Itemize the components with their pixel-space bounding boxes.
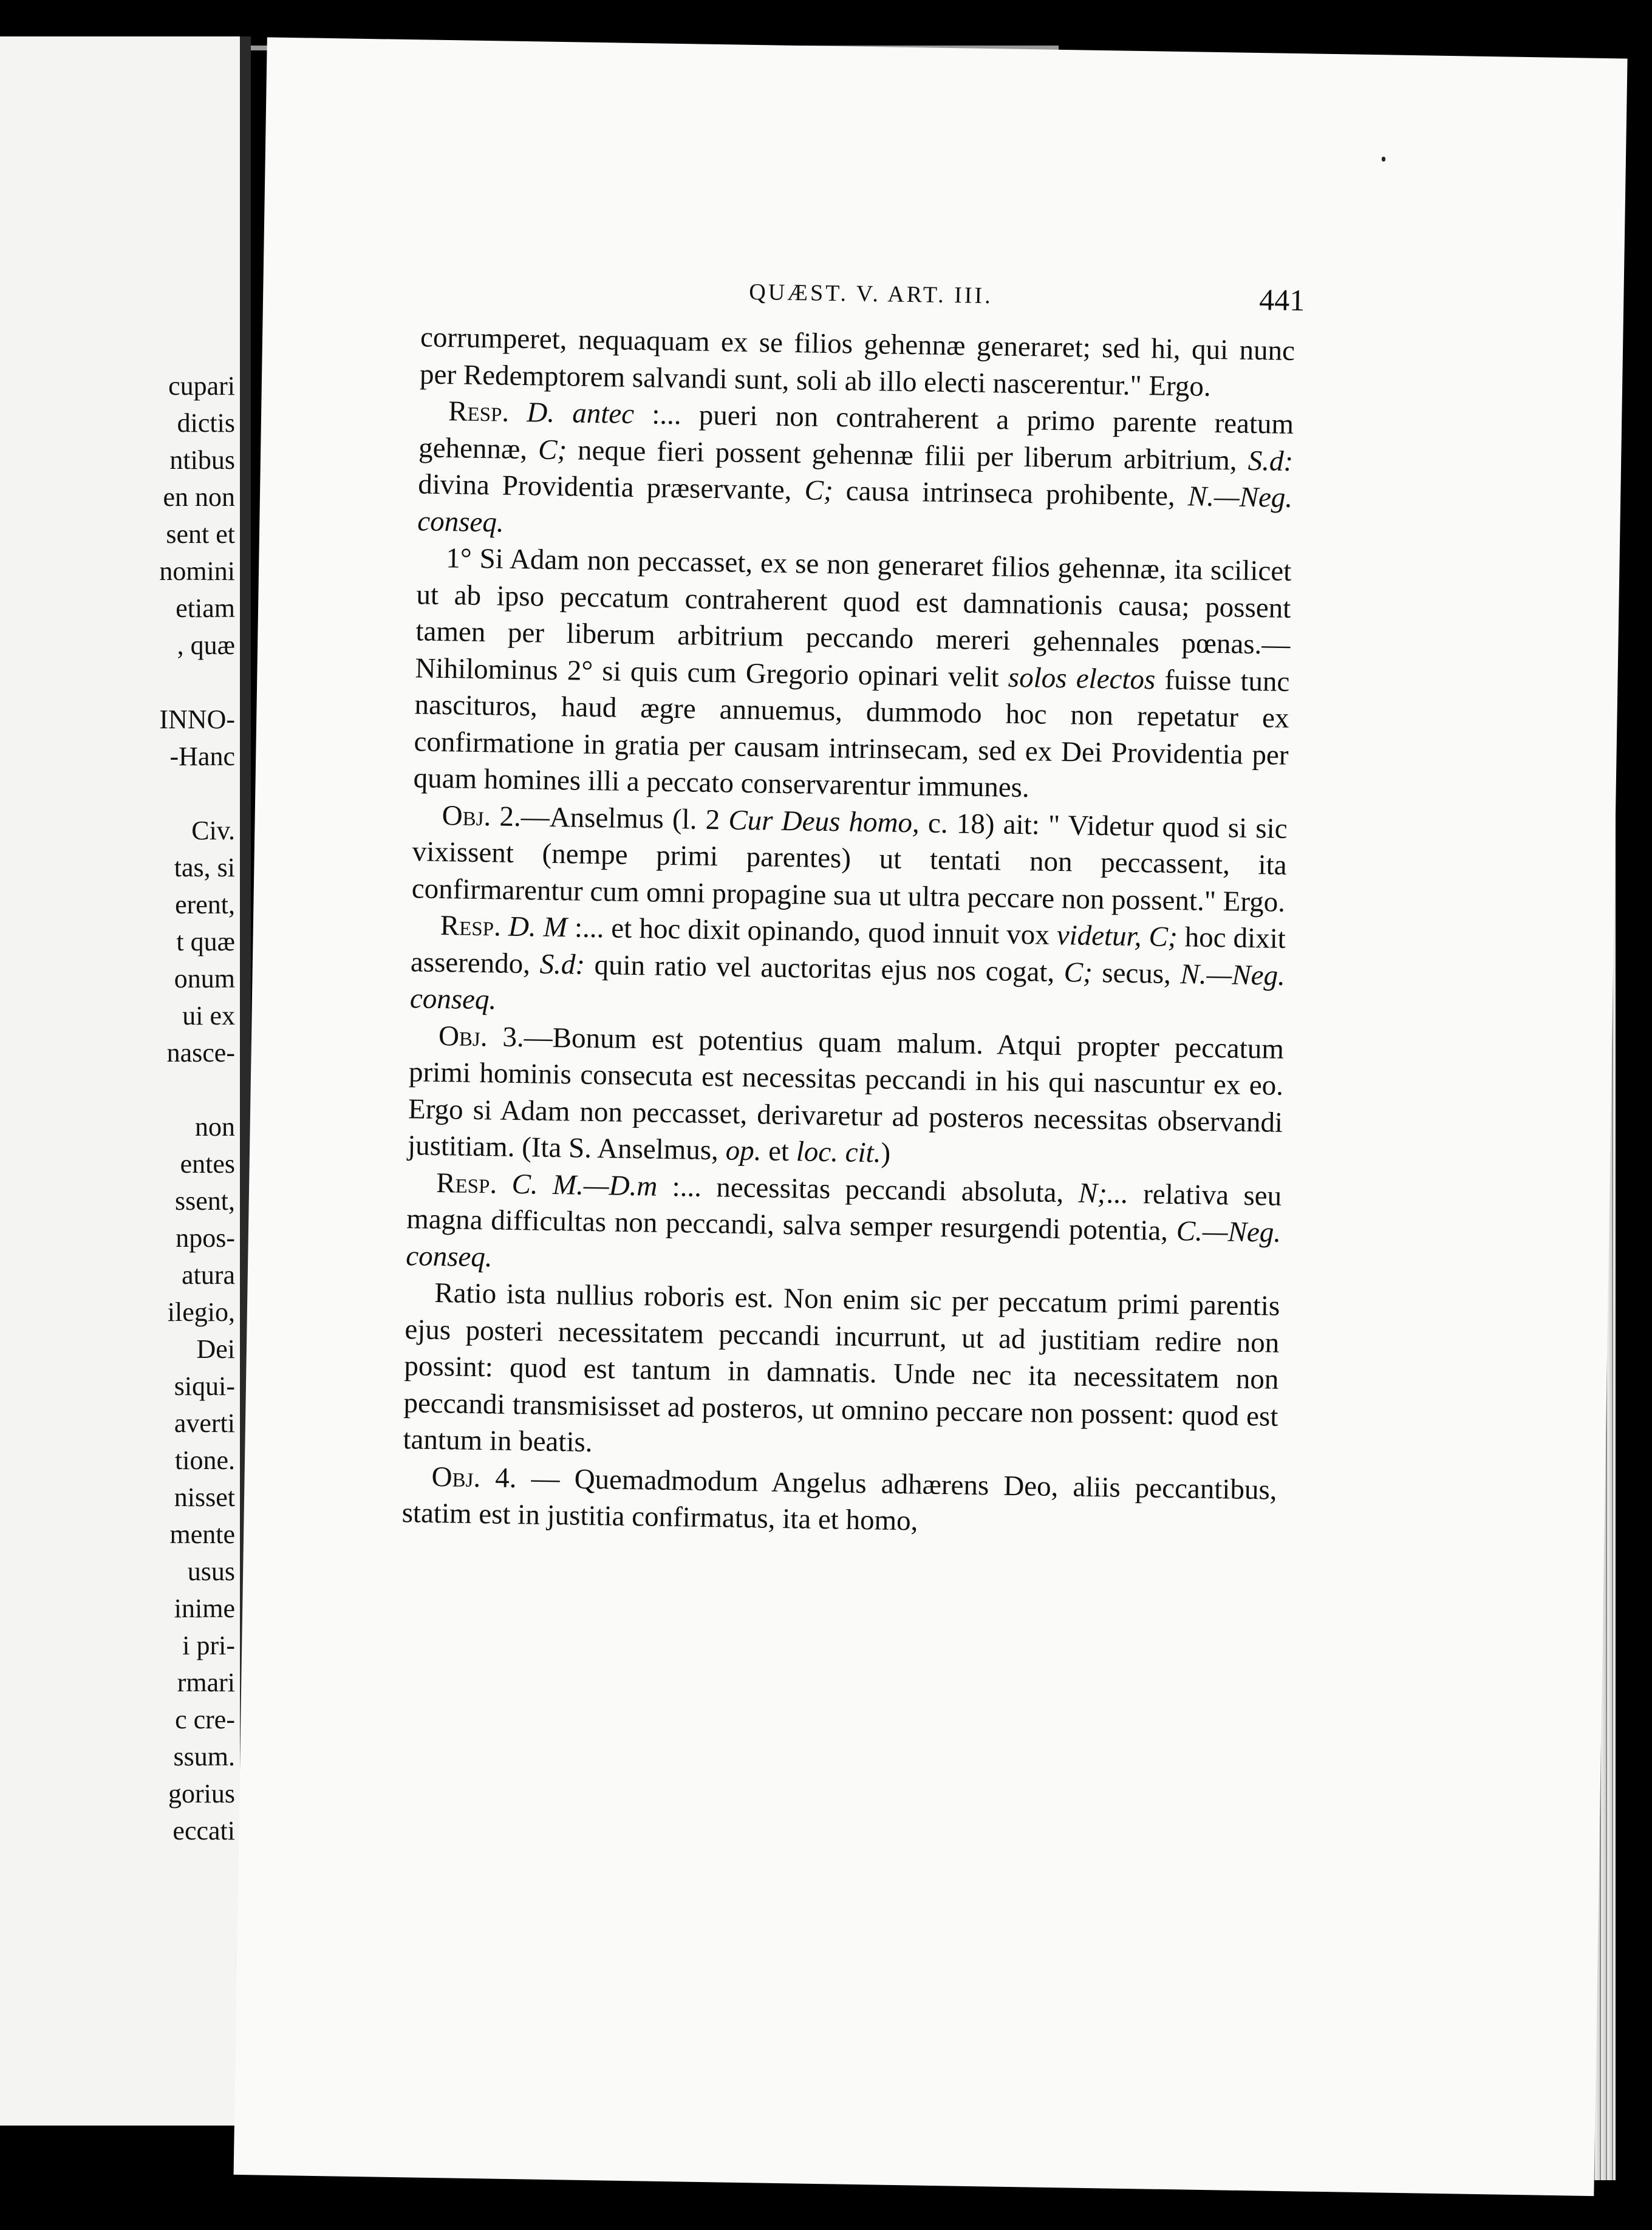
previous-page-line: npos- xyxy=(176,1223,235,1253)
previous-page-line: inime xyxy=(174,1594,235,1623)
previous-page-line: , quæ xyxy=(177,630,235,660)
previous-page-line: Civ. xyxy=(191,816,235,845)
previous-page-line: non xyxy=(195,1112,235,1142)
book-page xyxy=(234,37,1628,2196)
objection-paragraph: Obj. 4. — Quemadmodum Angelus adhærens Deo, aliis peccantibus, statim est in justitia confirmatus, ita et homo, xyxy=(401,1461,1277,1537)
previous-page-line: etiam xyxy=(176,593,235,623)
response-paragraph: Resp. C. M.—D.m :... necessitas peccandi absoluta, N;... relativa seu magna difficultas non peccandi, salva semper resurgendi potentia, C.—Neg. conseq. xyxy=(405,1167,1282,1273)
previous-page-line: erent, xyxy=(175,890,235,919)
previous-page-line: Dei xyxy=(196,1334,235,1364)
previous-page-line: ui ex xyxy=(182,1001,235,1031)
previous-page-line: cupari xyxy=(168,371,235,401)
previous-page-line: atura xyxy=(182,1260,235,1290)
previous-page-line: nomini xyxy=(159,556,235,586)
paragraph: corrumperet, nequaquam ex se filios gehennæ generaret; sed hi, qui nunc per Redemptorem salvandi sunt, soli ab illo electi nascerentur." Ergo. xyxy=(419,321,1295,403)
previous-page-line: eccati xyxy=(172,1816,235,1846)
previous-page-line: nisset xyxy=(174,1482,235,1512)
previous-page-line: ssent, xyxy=(175,1186,235,1216)
page-number: 441 xyxy=(1258,282,1305,318)
previous-page-line: sent et xyxy=(166,519,235,549)
paragraph: 1° Si Adam non peccasset, ex se non generaret filios gehennæ, ita scilicet ut ab ipso peccatum contraherent quod est damnationis causa; possent tamen per liberum arbitrium peccando mereri gehennales pœnas.—Nihilominus 2° si quis cum Gregorio opinari velit solos electos fuisse tunc nascituros, haud ægre annuemus, dummodo hoc non repetatur ex confirmatione in gratia per causam intrinsecam, sed ex Dei Providentia per quam homines illi a peccato conservarentur immunes. xyxy=(413,542,1292,804)
previous-page-text xyxy=(41,367,235,1849)
previous-page-line: tione. xyxy=(175,1445,235,1475)
previous-page-line: tas, si xyxy=(174,853,235,882)
previous-page-line xyxy=(41,1071,235,1108)
response-paragraph: Resp. D. M :... et hoc dixit opinando, quod innuit vox videtur, C; hoc dixit asserendo, S.d: quin ratio vel auctoritas ejus nos cogat, C; secus, N.—Neg. conseq. xyxy=(409,910,1286,1016)
previous-page-line: usus xyxy=(187,1557,235,1586)
response-paragraph: Resp. D. antec :... pueri non contraherent a primo parente reatum gehennæ, C; neque fieri possent gehennæ filii per liberum arbitrium, S.d: divina Providentia præservante, C; causa intrinseca prohibente, N.—Neg. conseq. xyxy=(417,395,1294,539)
previous-page-line: gorius xyxy=(168,1779,235,1809)
previous-page-line: ntibus xyxy=(169,445,235,475)
previous-page-line: i pri- xyxy=(182,1631,235,1660)
previous-page-line: en non xyxy=(163,482,235,512)
running-head: QUÆST. V. ART. III. xyxy=(749,279,993,309)
previous-page-line: dictis xyxy=(177,408,235,438)
objection-paragraph: Obj. 2.—Anselmus (l. 2 Cur Deus homo, c. 18) ait: " Videtur quod si sic vixissent (nempe primi parentes) ut tentati non peccassent, ita confirmarentur cum omni propagine sua ut ultra peccare non possent." Ergo. xyxy=(411,799,1288,918)
previous-page-line: ilegio, xyxy=(167,1297,235,1327)
previous-page-line: averti xyxy=(174,1408,235,1438)
previous-page-line: rmari xyxy=(177,1668,235,1697)
previous-page-line: onum xyxy=(174,964,235,994)
previous-page-line: mente xyxy=(169,1519,235,1549)
previous-page-fragment xyxy=(0,36,240,2126)
previous-page-line: INNO- xyxy=(159,704,235,734)
previous-page-line: -Hanc xyxy=(169,742,235,771)
previous-page-line: t quæ xyxy=(176,927,235,956)
previous-page-line: siqui- xyxy=(174,1371,235,1401)
page-body xyxy=(401,319,1295,1545)
previous-page-line: nasce- xyxy=(166,1038,235,1068)
previous-page-line xyxy=(41,664,235,701)
paragraph: Ratio ista nullius roboris est. Non enim sic per peccatum primi parentis ejus posteri necessitatem peccandi incurrunt, ut ad justitiam redire non possint: quod est tantum in damnatis. Unde nec ita necessitatem non peccandi transmisisset ad posteros, ut omnino peccare non possent: quod est tantum in beatis. xyxy=(403,1277,1280,1459)
ink-speck xyxy=(1382,157,1385,162)
objection-paragraph: Obj. 3.—Bonum est potentius quam malum. Atqui propter peccatum primi hominis consecuta est necessitas peccandi in his qui nascuntur ex eo. Ergo si Adam non peccasset, derivaretur ad posteros necessitas observandi justitiam. (Ita S. Anselmus, op. et loc. cit.) xyxy=(407,1020,1285,1169)
previous-page-line: entes xyxy=(180,1149,235,1179)
previous-page-line xyxy=(41,775,235,812)
previous-page-line: c cre- xyxy=(175,1705,235,1734)
previous-page-line: ssum. xyxy=(173,1742,235,1771)
